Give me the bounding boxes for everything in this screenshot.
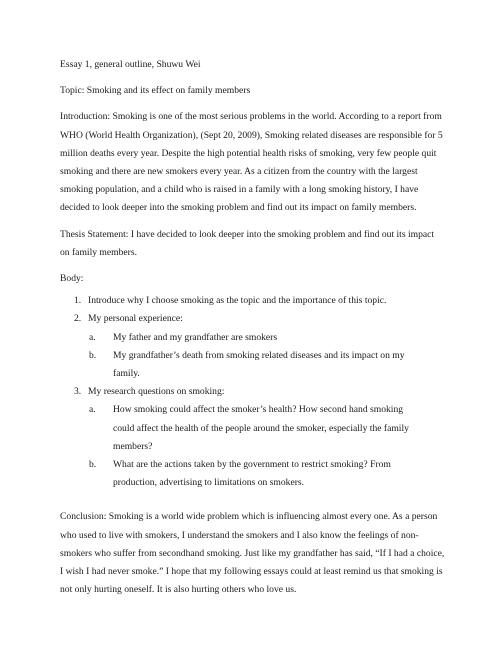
essay-outline — [60, 56, 445, 599]
outline-subitem-text: My father and my grandfather are smokers — [113, 331, 278, 343]
outline-item — [60, 292, 445, 310]
outline-item-text: Introduce why I choose smoking as the topic and the importance of this topic. — [88, 295, 387, 307]
outline-subitem-letter: a. — [89, 404, 96, 416]
outline-subitem — [88, 456, 445, 492]
outline-subitem-letter: b. — [89, 349, 97, 361]
outline-item-text: My personal experience: — [88, 313, 183, 325]
outline-sublist — [88, 329, 445, 384]
outline-sublist — [88, 401, 445, 492]
outline-list — [60, 292, 445, 492]
outline-item — [60, 383, 445, 492]
outline-subitem — [88, 347, 445, 383]
outline-subitem-text: How smoking could affect the smoker’s health? How second hand smoking could affect the health of the people around the smoker, especially the family members? — [113, 404, 409, 452]
body-label: Body: — [60, 273, 84, 285]
outline-subitem-letter: a. — [89, 331, 96, 343]
outline-item-text: My research questions on smoking: — [88, 386, 225, 398]
outline-subitem — [88, 401, 445, 456]
outline-subitem-text: What are the actions taken by the government to restrict smoking? From production, advertising to limitations on smokers. — [113, 459, 391, 489]
introduction-paragraph: Introduction: Smoking is one of the most serious problems in the world. According to a report from WHO (World Health Organization), (Sept 20, 2009), Smoking related diseases are responsible for 5 million deaths every year. Despite the high potential health risks of smoking, very few people quit smoking and there are new smokers every year. As a citizen from the country with the largest smoking population, and a child who is raised in a family with a long smoking history, I have decided to look deeper into the smoking problem and find out its impact on family members. — [60, 111, 443, 214]
outline-item — [60, 310, 445, 383]
outline-item-number: 3. — [74, 386, 82, 398]
outline-subitem-letter: b. — [89, 459, 97, 471]
header-line: Essay 1, general outline, Shuwu Wei — [60, 59, 201, 70]
outline-item-number: 2. — [74, 313, 82, 325]
conclusion-paragraph: Conclusion: Smoking is a world wide problem which is influencing almost every one. As a person who used to live with smokers, I understand the smokers and I also know the feelings of non-smokers who suffer from secondhand smoking. Just like my grandfather has said, “If I had a choice, I wish I had never smoke.” I hope that my following essays could at least remind us that smoking is not only hurting oneself. It is also hurting others who love us. — [60, 511, 445, 596]
outline-item-number: 1. — [74, 295, 82, 307]
thesis-statement: Thesis Statement: I have decided to look deeper into the smoking problem and find out its impact on family members. — [60, 228, 435, 258]
outline-subitem-text: My grandfather’s death from smoking related diseases and its impact on my family. — [113, 349, 405, 380]
section-spacer — [60, 492, 445, 508]
outline-subitem — [88, 329, 445, 347]
topic-line: Topic: Smoking and its effect on family members — [60, 85, 251, 97]
